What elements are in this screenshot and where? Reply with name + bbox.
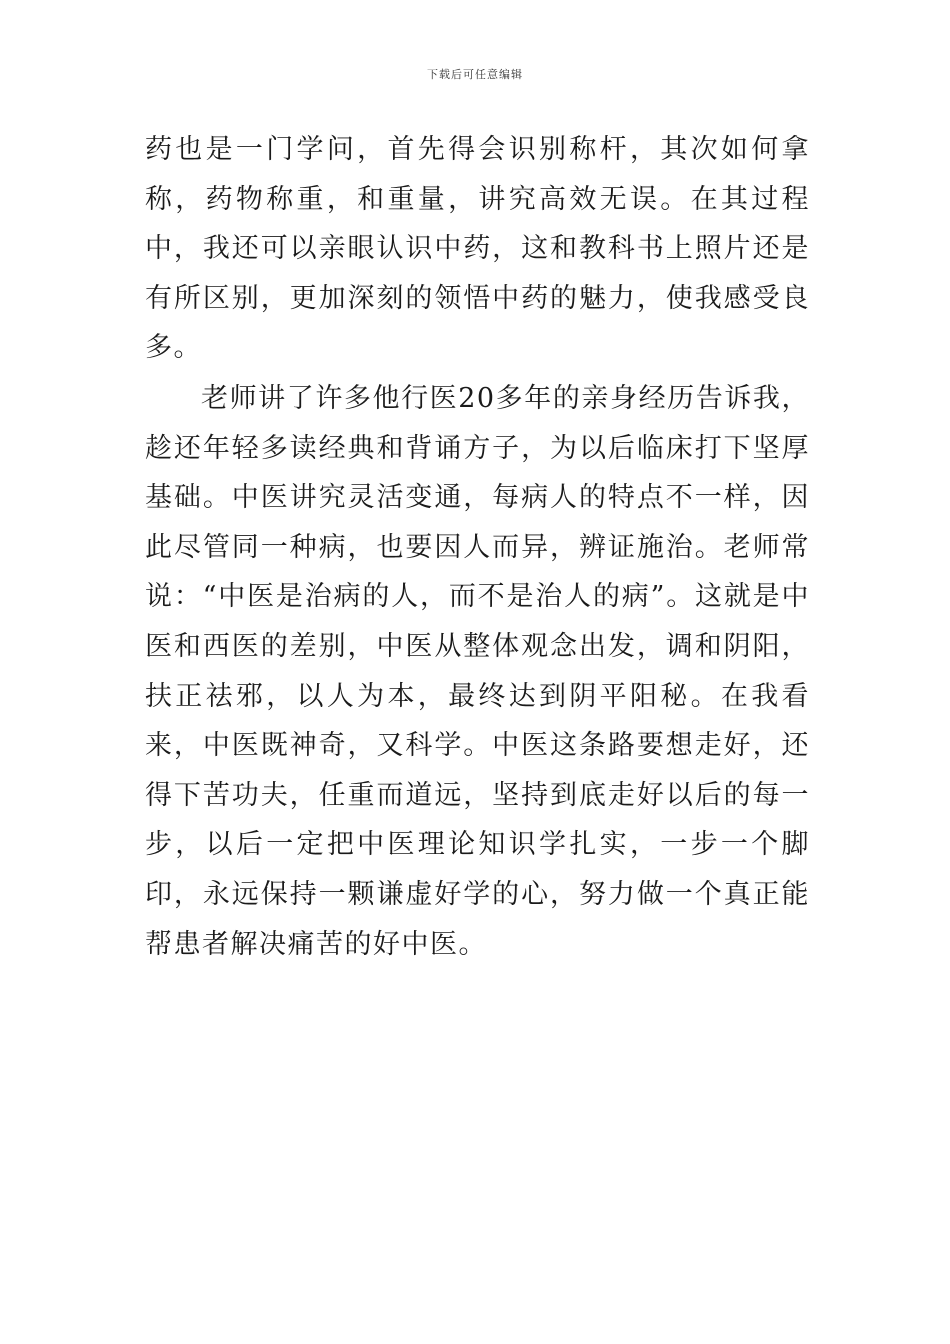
header-note: 下载后可任意编辑 xyxy=(427,68,523,81)
paragraph-1: 药也是一门学问，首先得会识别称杆，其次如何拿称，药物称重，和重量，讲究高效无误。在其过程中，我还可以亲眼认识中药，这和教科书上照片还是有所区别，更加深刻的领悟中药的魅力，使我感受良多。 xyxy=(145,134,810,364)
paragraph-2: 老师讲了许多他行医20多年的亲身经历告诉我，趁还年轻多读经典和背诵方子，为以后临床打下坚厚基础。中医讲究灵活变通，每病人的特点不一样，因此尽管同一种病，也要因人而异，辨证施治。老师常说：“中医是治病的人，而不是治人的病”。这就是中医和西医的差别，中医从整体观念出发，调和阴阳，扶正祛邪，以人为本，最终达到阴平阳秘。在我看来，中医既神奇，又科学。中医这条路要想走好，还得下苦功夫，任重而道远，坚持到底走好以后的每一步，以后一定把中医理论知识学扎实，一步一个脚印，永远保持一颗谦虚好学的心，努力做一个真正能帮患者解决痛苦的好中医。 xyxy=(145,383,810,960)
